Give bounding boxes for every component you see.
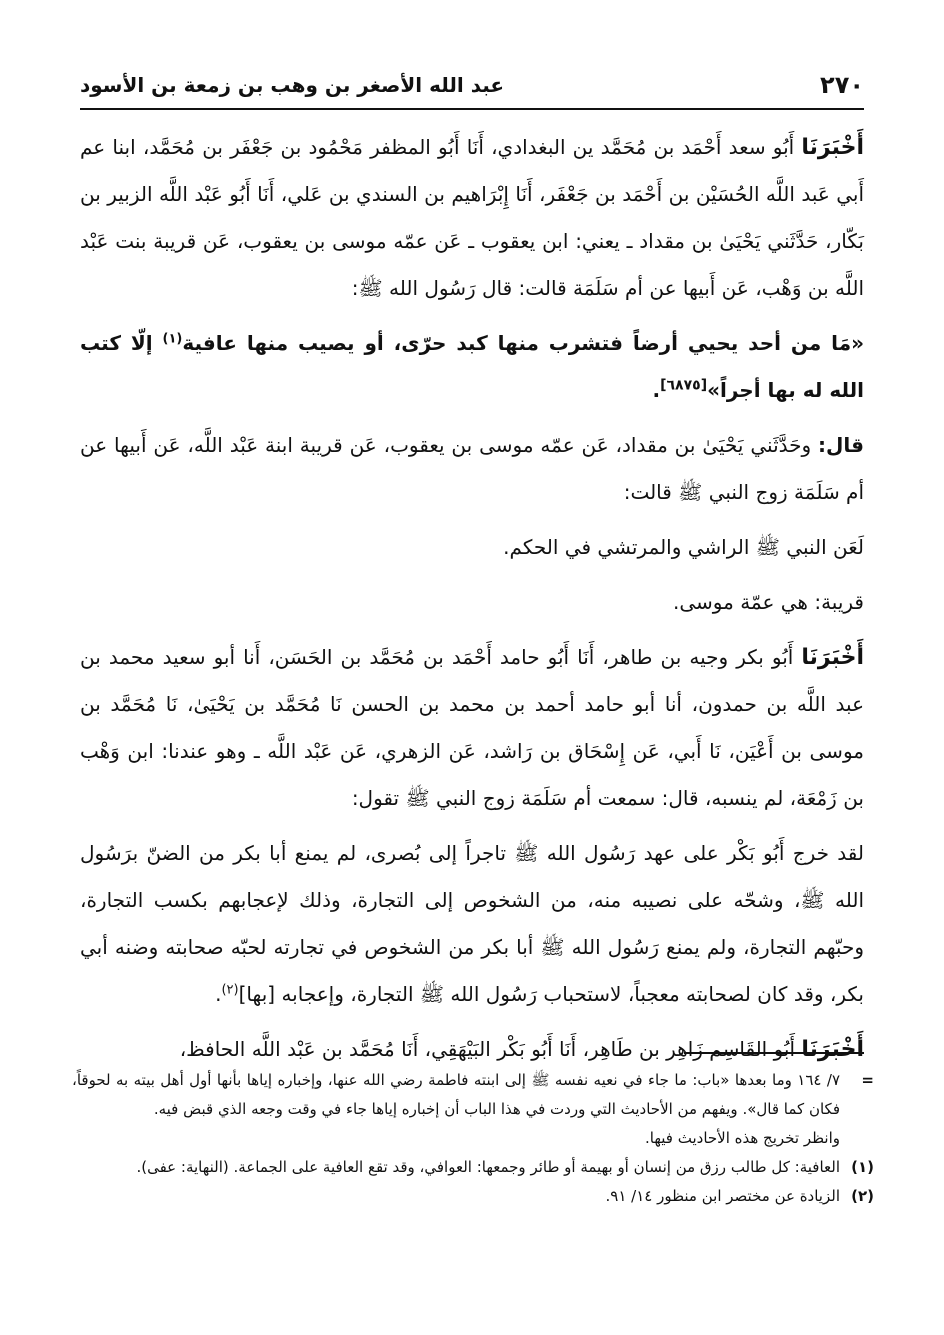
footnote-continued: [72, 1066, 874, 1124]
paragraph-text: أَبُو القَاسِم زَاهِر بن طَاهِر، أَنَا أَبُو بَكْر البَيْهَقِي، أَنَا مُحَمَّد بن عَبْد اللَّه الحافظ،: [179, 1037, 802, 1061]
note-line: [80, 579, 864, 626]
page-header: [80, 62, 864, 108]
footnote-marker: (١): [851, 1158, 874, 1176]
footnote-marker: =: [861, 1071, 874, 1089]
paragraph-end: .: [215, 982, 222, 1006]
qala-lead: قال:: [818, 433, 864, 457]
footnote-marker-2: (٢): [221, 982, 239, 998]
paragraph-isnad-2: [80, 422, 864, 516]
paragraph-text: لَعَن النبي ﷺ الراشي والمرتشي في الحكم.: [503, 535, 864, 559]
running-title: عبد الله الأصغر بن وهب بن زمعة بن الأسود: [80, 73, 505, 97]
hadith-end: .: [652, 378, 661, 402]
footnote-marker-1: (١): [162, 331, 183, 347]
header-divider: [80, 108, 864, 110]
main-text: [80, 124, 864, 1081]
hadith-text-2: [80, 524, 864, 571]
footnote-text: ٧/ ١٦٤ وما بعدها «باب: ما جاء في نعيه نفسه ﷺ إلى ابنته فاطمة رضي الله عنها، وإخباره إياها بأنها أول أهل بيته به لحوقاً، فكان كما قال». ويفهم من الأحاديث التي وردت في هذا الباب أن إخباره إياها جاء في وقت وجعه الذي قبض فيه.: [72, 1071, 840, 1118]
footnote-continued-line: [72, 1124, 874, 1153]
footnote-marker: (٢): [851, 1187, 874, 1205]
hadith-text-continued: إلّا كتب الله له بها أجراً»: [80, 331, 864, 402]
footnote-divider: [684, 1052, 864, 1054]
paragraph-text: وحَدَّثَني يَحْيَىٰ بن مقداد، عَن عمّه موسى بن يعقوب، عَن قريبة ابنة عَبْد اللَّه، عَن أَبيها عن أم سَلَمَة زوج النبي ﷺ قالت:: [80, 433, 864, 504]
paragraph-text: لقد خرج أَبُو بَكْر على عهد رَسُول الله ﷺ تاجراً إلى بُصرى، لم يمنع أبا بكر من الضنّ برَسُول الله ﷺ، وشحّه على نصيبه منه، من الشخوص إلى التجارة، وذلك لإعجابهم بكسب التجارة، وحبّهم التجارة، ولم يمنع رَسُول الله ﷺ أبا بكر من الشخوص في تجارته لحبّه صحابته وضنه أبي بكر، وقد كان لصحابته معجباً، لاستحباب رَسُول الله ﷺ التجارة، وإعجابه [بها]: [80, 841, 864, 1006]
akhbarana-lead: أَخْبَرَنَا: [801, 135, 864, 160]
hadith-text-1: [80, 320, 864, 414]
paragraph-isnad-3: [80, 634, 864, 822]
footnote-text: وانظر تخريج هذه الأحاديث فيها.: [645, 1129, 840, 1147]
page-number: ٢٧٠: [820, 71, 864, 99]
footnotes: [72, 1066, 874, 1211]
hadith-text-3: [80, 830, 864, 1018]
paragraph-text: قريبة: هي عمّة موسى.: [673, 590, 864, 614]
paragraph-text: أَبُو سعد أَحْمَد بن مُحَمَّد ين البغدادي، أَنَا أَبُو المظفر مَحْمُود بن جَعْفَر بن مُحَمَّد، ابنا عم أَبي عَبد اللَّه الحُسَيْن بن أَحْمَد بن جَعْفَر، أَنَا إِبْرَاهيم بن السندي بن عَلي، أَنَا أَبُو عَبْد اللَّه الزبير بن بَكّار، حَدَّثَني يَحْيَىٰ بن مقداد ـ يعني: ابن يعقوب ـ عَن عمّه موسى بن يعقوب، عَن قريبة بنت عَبْد اللَّه بن وَهْب، عَن أَبيها عن أم سَلَمَة قالت: قال رَسُول الله ﷺ:: [80, 135, 864, 300]
paragraph-isnad-1: [80, 124, 864, 312]
footnote-2: [72, 1182, 874, 1211]
hadith-text: «مَا من أحد يحيي أرضاً فتشرب منها كبد حرّى، أو يصيب منها عافية: [182, 331, 864, 355]
footnote-text: الزيادة عن مختصر ابن منظور ١٤/ ٩١.: [605, 1187, 840, 1205]
akhbarana-lead: أَخْبَرَنَا: [801, 645, 864, 670]
footnote-text: العافية: كل طالب رزق من إنسان أو بهيمة أو طائر وجمعها: العوافي، وقد تقع العافية على الجماعة. (النهاية: عفى).: [136, 1158, 840, 1176]
paragraph-text: أَبُو بكر وجيه بن طاهر، أَنَا أَبُو حامد أَحْمَد بن مُحَمَّد بن الحَسَن، أَنا أبو سعيد محمد بن عبد اللَّه بن حمدون، أنا أبو حامد أحمد بن محمد بن الحسن نَا مُحَمَّد بن يَحْيَىٰ، نَا مُحَمَّد بن موسى بن أَعْيَن، نَا أَبي، عَن إِسْحَاق بن رَاشد، عَن الزهري، عَن عَبْد اللَّه ـ وهو عندنا: ابن وَهْب بن زَمْعَة، لم ينسبه، قال: سمعت أم سَلَمَة زوج النبي ﷺ تقول:: [80, 645, 864, 810]
akhbarana-lead: أَخْبَرَنَا: [801, 1037, 864, 1062]
hadith-number: [٦٨٧٥]: [660, 377, 708, 394]
footnote-1: [72, 1153, 874, 1182]
